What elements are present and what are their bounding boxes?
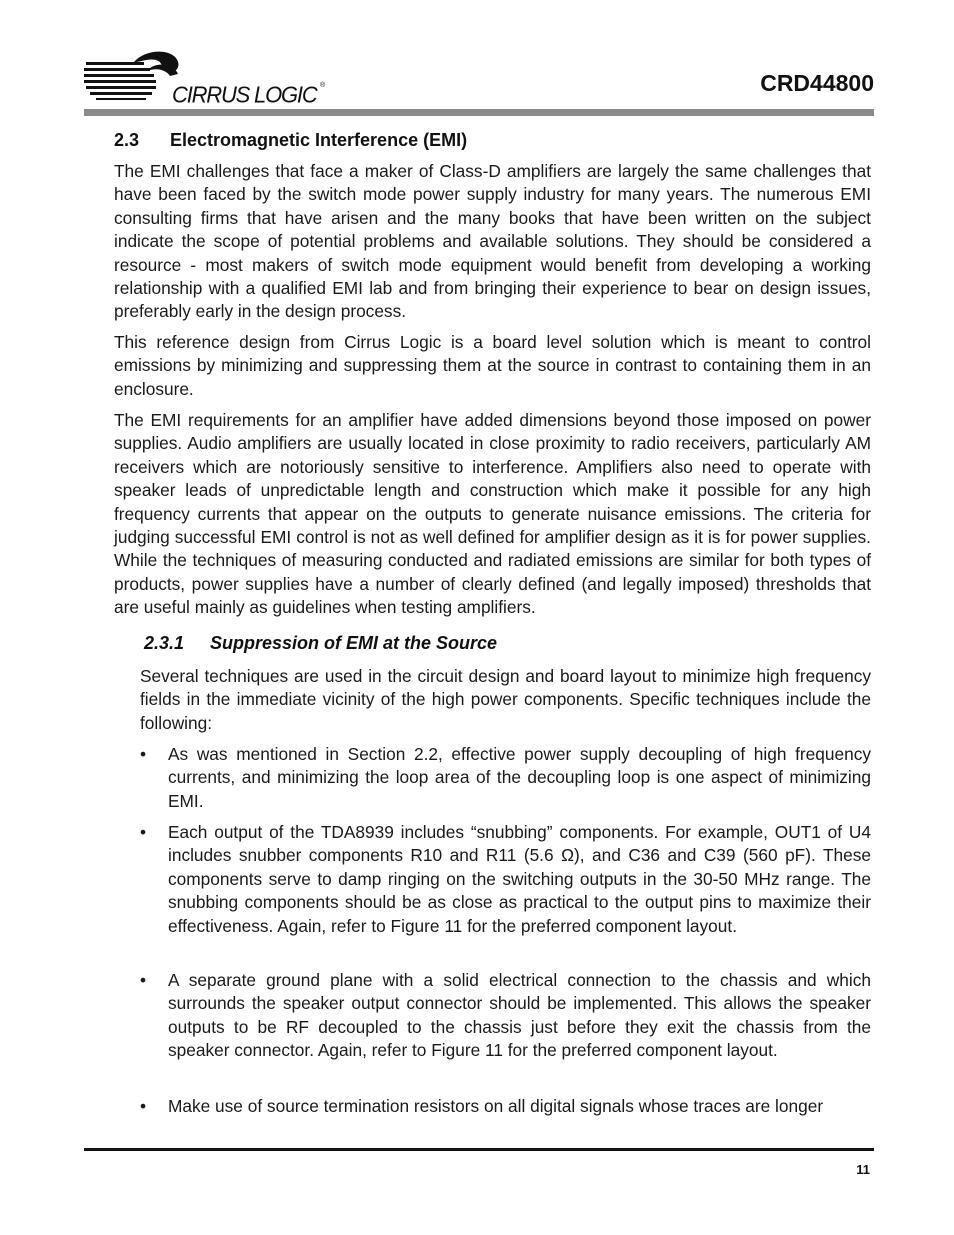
bullet-icon: • [140, 1096, 147, 1116]
list-item [140, 821, 871, 938]
cirrus-logic-logo [84, 48, 344, 108]
section-paragraph-2: This reference design from Cirrus Logic is a board level solution which is meant to control emissions by minimizing and suppressing them at the source in contrast to containing them in an enclosure. [114, 332, 871, 399]
page-number: 11 [856, 1162, 870, 1177]
list-item-text: Make use of source termination resistors on all digital signals whose traces are longer [168, 1096, 824, 1116]
registered-mark: ® [320, 82, 326, 89]
section-heading [114, 130, 467, 151]
section-number: 2.3 [114, 130, 140, 150]
bullet-icon: • [140, 970, 147, 990]
subsection-intro: Several techniques are used in the circuit design and board layout to minimize high frequency fields in the immediate vicinity of the high power components. Specific techniques include the following: [140, 666, 871, 733]
subsection-heading [144, 633, 497, 654]
section-paragraph-3: The EMI requirements for an amplifier have added dimensions beyond those imposed on power supplies. Audio amplifiers are usually located in close proximity to radio receivers, particularly AM receivers which are notoriously sensitive to interference. Amplifiers also need to operate with speaker leads of unpredictable length and construction which make it possible for any high frequency currents that appear on the outputs to generate nuisance emissions. The criteria for judging successful EMI control is not as well defined for amplifier design as it is for power supplies. While the techniques of measuring conducted and radiated emissions are similar for both types of products, power supplies have a number of clearly defined (and legally imposed) thresholds that are useful mainly as guidelines when testing amplifiers. [114, 410, 871, 618]
footer-divider [84, 1148, 874, 1151]
section-title: Electromagnetic Interference (EMI) [170, 130, 468, 150]
logo-wordmark: CIRRUS LOGIC [172, 81, 317, 108]
list-item [140, 743, 871, 813]
list-item [140, 969, 871, 1063]
document-id: CRD44800 [760, 70, 874, 96]
subsection-number: 2.3.1 [144, 633, 185, 653]
list-item-text: A separate ground plane with a solid electrical connection to the chassis and which surrounds the speaker output connector should be implemented. This allows the speaker outputs to be RF decoupled to the chassis just before they exit the chassis from the speaker connector. Again, refer to Figure 11 for the preferred component layout. [168, 970, 871, 1061]
page-header [84, 44, 874, 108]
header-divider [84, 109, 874, 116]
bullet-icon: • [140, 744, 147, 764]
subsection-title: Suppression of EMI at the Source [210, 633, 498, 653]
list-item-text: Each output of the TDA8939 includes “snubbing” components. For example, OUT1 of U4 includes snubber components R10 and R11 (5.6 Ω), and C36 and C39 (560 pF). These components serve to damp ringing on the switching outputs in the 30-50 MHz range. The snubbing components should be as close as practical to the output pins to maximize their effectiveness. Again, refer to Figure 11 for the preferred component layout. [168, 822, 871, 936]
bullet-icon: • [140, 822, 147, 842]
list-item-text: As was mentioned in Section 2.2, effective power supply decoupling of high frequency currents, and minimizing the loop area of the decoupling loop is one aspect of minimizing EMI. [168, 744, 871, 811]
section-paragraph-1: The EMI challenges that face a maker of Class-D amplifiers are largely the same challenges that have been faced by the switch mode power supply industry for many years. The numerous EMI consulting firms that have arisen and the many books that have been written on the subject indicate the scope of potential problems and available solutions. They should be considered a resource - most makers of switch mode equipment would benefit from developing a working relationship with a qualified EMI lab and from bringing their experience to bear on design issues, preferably early in the design process. [114, 161, 871, 322]
list-item [140, 1095, 871, 1118]
